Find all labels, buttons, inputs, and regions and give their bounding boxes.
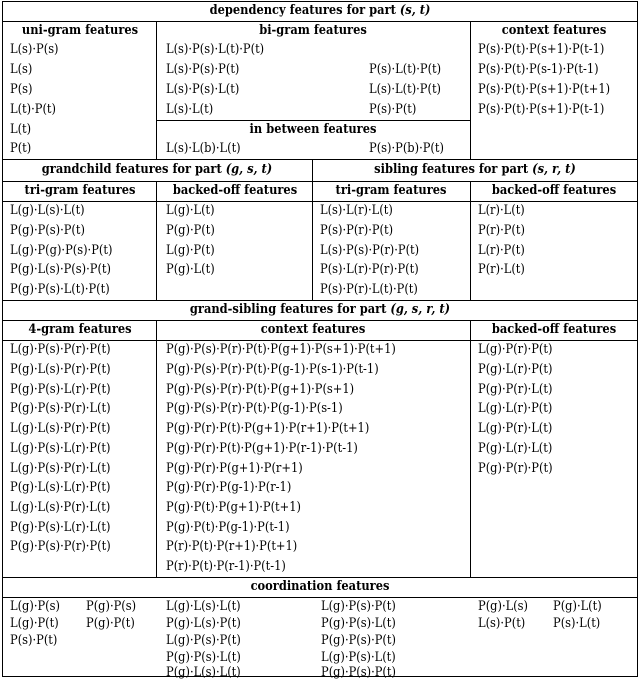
list-item: L(s)·P(s)·L(t) [166,82,240,97]
rule [470,181,471,300]
rule [156,120,470,121]
list-item: P(g)·P(r)·P(g+1)·P(r+1) [166,461,303,476]
list-item: P(g)·L(s)·P(r)·P(t) [10,362,111,377]
list-item: L(s)·L(t)·P(t) [369,82,442,97]
list-item: P(s)·P(t) [369,102,417,117]
list-item: P(g)·L(s)·P(s)·P(t) [10,262,111,277]
rule [2,201,638,202]
list-item: P(g)·P(s)·L(t) [166,650,241,665]
rule [2,181,638,182]
list-item: L(t)·P(t) [10,102,56,117]
list-item: P(g)·L(s)·P(t) [166,616,241,631]
list-item: L(s)·P(t) [478,616,526,631]
list-item: L(g)·P(s)·L(t) [321,650,396,665]
bigram-header: bi-gram features [259,23,367,38]
list-item: L(r)·P(t) [478,243,525,258]
list-item: L(g)·L(s)·P(r)·L(t) [10,500,111,515]
rule [470,320,471,577]
list-item: L(g)·P(s) [10,599,60,614]
list-item: P(r)·P(t) [478,223,525,238]
gs-context-header: context features [260,322,366,337]
between-header: in between features [249,122,377,137]
unigram-header: uni-gram features [21,23,139,38]
list-item: P(g)·P(t) [166,223,215,238]
list-item: P(s)·P(t)·P(s+1)·P(t-1) [478,102,605,117]
list-item: P(s)·L(t)·P(t) [369,62,442,77]
list-item: P(s)·P(b)·P(t) [369,141,444,156]
grandchild-trigram-header: tri-gram features [24,183,136,198]
list-item: L(s)·P(s)·P(t) [166,62,240,77]
list-item: P(s)·P(r)·P(t) [320,223,394,238]
gs-backoff-header: backed-off features [491,322,617,337]
list-item: P(g)·P(t) [86,616,135,631]
list-item: P(r)·P(t)·P(r-1)·P(t-1) [166,559,286,574]
list-item: P(s)·L(t) [553,616,601,631]
list-item: P(g)·P(r)·P(g-1)·P(r-1) [166,480,292,495]
rule [637,1,638,677]
list-item: L(g)·P(s)·P(t) [166,633,241,648]
list-item: P(g)·P(s)·P(r)·P(t)·P(g+1)·P(s+1) [166,382,355,397]
list-item: P(g)·P(s)·L(t)·P(t) [10,282,110,297]
list-item: P(g)·P(r)·P(t)·P(g+1)·P(r+1)·P(t+1) [166,421,370,436]
list-item: P(g)·L(r)·P(t) [478,362,553,377]
list-item: P(g)·P(s)·P(r)·P(t)·P(g+1)·P(s+1)·P(t+1) [166,342,396,357]
rule [156,181,157,300]
list-item: L(g)·P(t) [10,616,59,631]
list-item: P(g)·P(s)·P(r)·P(t)·P(g-1)·P(s-1)·P(t-1) [166,362,379,377]
list-item: P(g)·P(s)·L(t) [321,616,396,631]
list-item: L(g)·L(s)·L(t) [166,599,241,614]
list-item: P(g)·L(s)·L(t) [166,665,241,680]
list-item: L(s)·L(t) [166,102,214,117]
list-item: L(s)·P(s)·L(t)·P(t) [166,42,265,57]
dep-context-header: context features [501,23,607,38]
sibling-title: sibling features for part (s, r, t) [374,162,576,177]
list-item: L(g)·L(s)·L(t) [10,203,85,218]
rule [156,21,157,159]
feature-table [2,1,638,680]
list-item: L(s) [10,62,33,77]
list-item: P(g)·P(s)·L(r)·L(t) [10,520,111,535]
sibling-backoff-header: backed-off features [491,183,617,198]
list-item: P(s)·P(t) [10,633,58,648]
list-item: P(g)·P(r)·P(t) [478,461,553,476]
coordination-title: coordination features [250,579,390,594]
rule [2,1,638,2]
list-item: P(g)·L(s) [478,599,528,614]
grandchild-title: grandchild features for part (g, s, t) [41,162,273,177]
dependency-title: dependency features for part (s, t) [209,3,431,18]
rule [156,320,157,577]
list-item: P(s)·P(t)·P(s+1)·P(t+1) [478,82,611,97]
list-item: P(g)·P(s) [86,599,137,614]
grandsibling-title: grand-sibling features for part (g, s, r, t) [189,302,451,317]
list-item: L(g)·P(s)·P(r)·P(t) [10,342,111,357]
list-item: P(g)·L(r)·L(t) [478,441,553,456]
list-item: P(g)·P(s)·P(t) [321,633,396,648]
list-item: P(g)·P(t)·P(g-1)·P(t-1) [166,520,290,535]
list-item: P(r)·L(t) [478,262,525,277]
grandchild-backoff-header: backed-off features [172,183,298,198]
list-item: P(g)·P(s)·P(t) [10,223,85,238]
list-item: L(g)·L(r)·P(t) [478,401,553,416]
list-item: L(g)·P(r)·L(t) [478,421,553,436]
list-item: L(g)·P(s)·P(t) [321,599,396,614]
rule [2,1,3,677]
rule [2,340,638,341]
rule [2,676,638,677]
list-item: L(g)·L(t) [166,203,215,218]
rule [2,320,638,321]
list-item: P(t) [10,141,32,156]
rule [2,21,638,22]
rule [2,577,638,578]
rule [2,597,638,598]
list-item: P(g)·L(t) [166,262,215,277]
list-item: P(s)·P(t)·P(s-1)·P(t-1) [478,62,599,77]
list-item: P(g)·L(t) [553,599,602,614]
list-item: P(g)·P(r)·P(t)·P(g+1)·P(r-1)·P(t-1) [166,441,358,456]
list-item: P(g)·L(s)·L(r)·P(t) [10,480,111,495]
list-item: L(g)·P(t) [166,243,215,258]
list-item: P(g)·P(s)·L(r)·P(t) [10,382,111,397]
rule [312,159,313,300]
list-item: L(s)·L(r)·L(t) [320,203,393,218]
list-item: L(g)·L(s)·P(r)·P(t) [10,421,111,436]
list-item: P(s)·L(r)·P(r)·P(t) [320,262,419,277]
list-item: L(s)·L(b)·L(t) [166,141,241,156]
fourgram-header: 4-gram features [28,322,132,337]
list-item: L(s)·P(s) [10,42,59,57]
list-item: L(g)·P(s)·P(r)·L(t) [10,461,111,476]
list-item: P(g)·P(s)·P(r)·P(t)·P(g-1)·P(s-1) [166,401,343,416]
list-item: L(g)·P(r)·P(t) [478,342,553,357]
list-item: P(s)·P(r)·L(t)·P(t) [320,282,418,297]
list-item: L(t) [10,122,32,137]
list-item: P(g)·P(s)·P(t) [321,665,396,680]
list-item: P(g)·P(t)·P(g+1)·P(t+1) [166,500,301,515]
sibling-trigram-header: tri-gram features [335,183,447,198]
rule [2,159,638,160]
list-item: P(s)·P(t)·P(s+1)·P(t-1) [478,42,605,57]
list-item: P(g)·P(s)·P(r)·L(t) [10,401,111,416]
list-item: P(s) [10,82,33,97]
list-item: L(s)·P(s)·P(r)·P(t) [320,243,420,258]
list-item: L(g)·P(g)·P(s)·P(t) [10,243,113,258]
list-item: P(g)·P(s)·P(r)·P(t) [10,539,111,554]
list-item: L(r)·L(t) [478,203,525,218]
rule [470,21,471,159]
rule [2,300,638,301]
list-item: L(g)·P(s)·L(r)·P(t) [10,441,111,456]
list-item: P(g)·P(r)·L(t) [478,382,553,397]
list-item: P(r)·P(t)·P(r+1)·P(t+1) [166,539,298,554]
